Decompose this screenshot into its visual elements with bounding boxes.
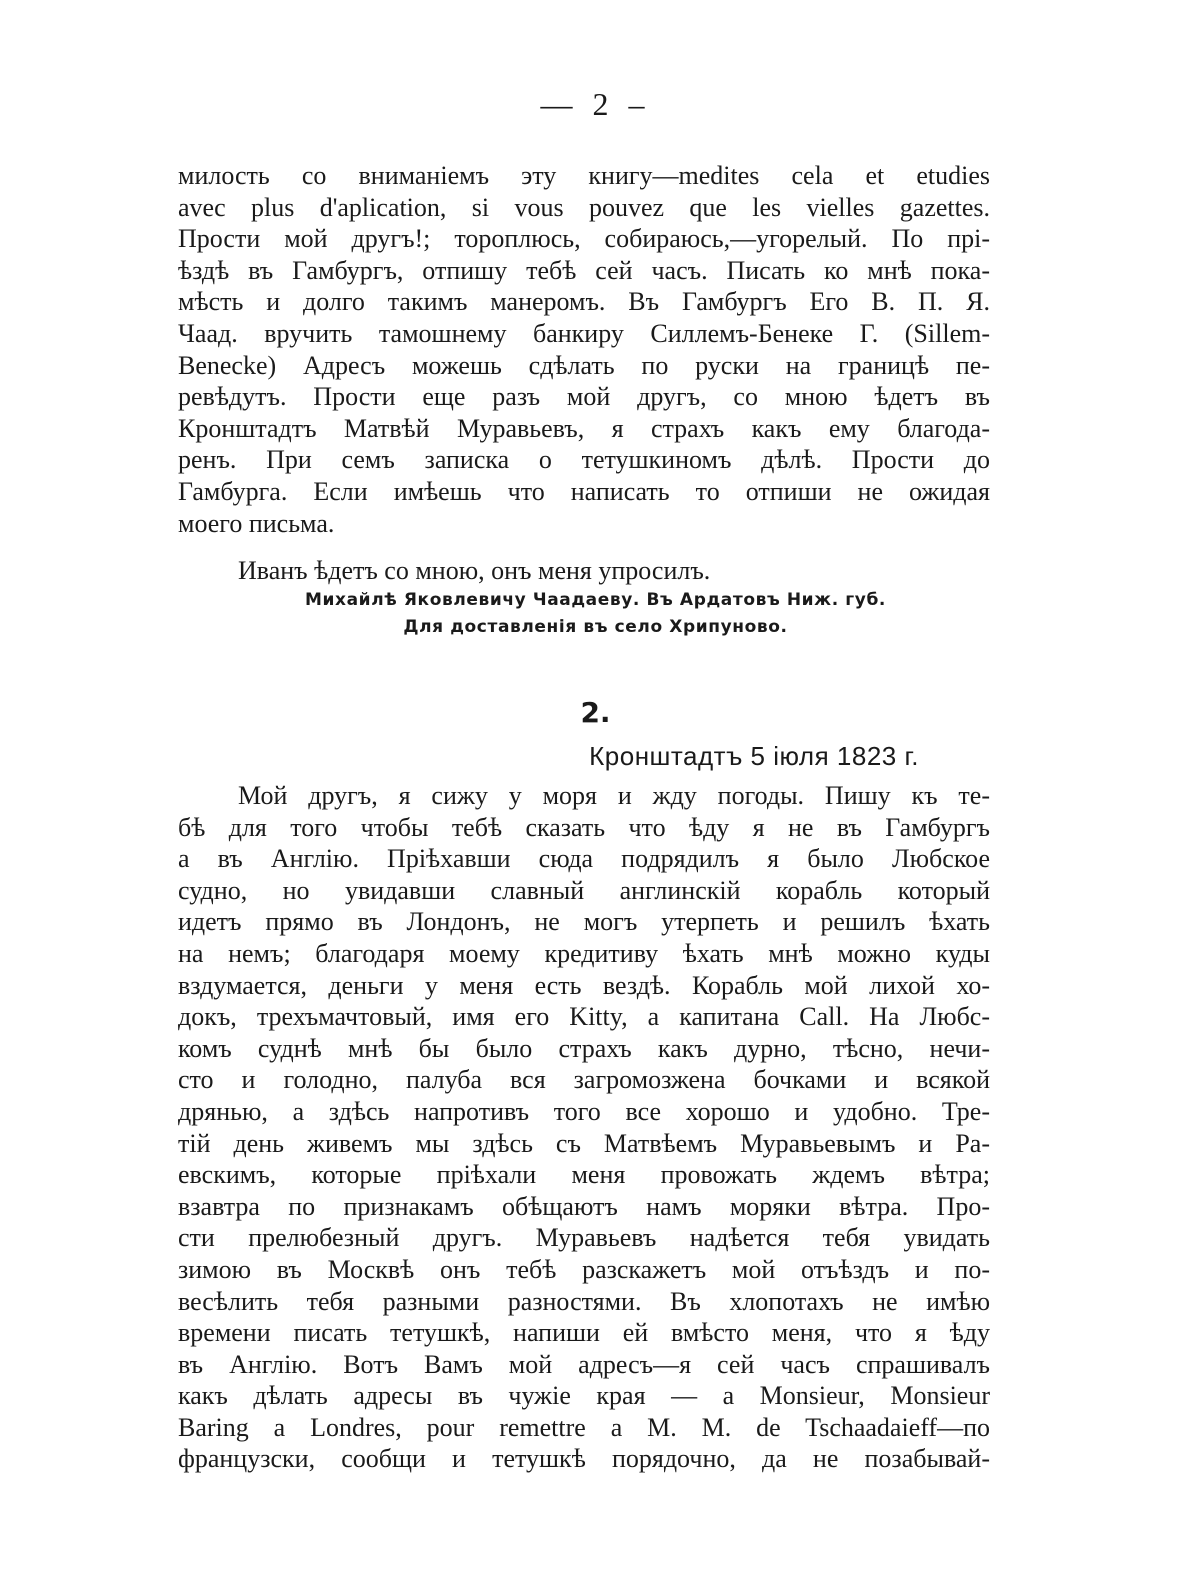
text-line: времени писать тетушкѣ, напиши ей вмѣсто меня, что я ѣду — [178, 1318, 990, 1348]
text-line: Baring a Londres, pour remettre a M. M. de Tschaadaieff—по — [178, 1412, 990, 1442]
text-line: моего письма. — [178, 508, 335, 538]
text-line: комъ суднѣ мнѣ бы было страхъ какъ дурно, тѣсно, нечи- — [178, 1033, 990, 1063]
text-line: ѣздѣ въ Гамбургъ, отпишу тебѣ сей часъ. Писать ко мнѣ пока- — [178, 255, 990, 285]
text-line: дрянью, а здѣсь напротивъ того все хорошо и удобно. Тре- — [178, 1096, 990, 1126]
text-line: ренъ. При семъ записка о тетушкиномъ дѣлѣ. Прости до — [178, 445, 990, 475]
text-line: докъ, трехъмачтовый, имя его Kitty, а капитана Call. На Любс- — [178, 1002, 990, 1032]
text-line: судно, но увидавши славный англинскій корабль который — [178, 875, 990, 905]
text-line: мѣсть и долго такимъ манеромъ. Въ Гамбургъ Его В. П. Я. — [178, 287, 990, 317]
text-line: весѣлить тебя разными разностями. Въ хлопотахъ не имѣю — [178, 1286, 990, 1316]
text-line: бѣ для того чтобы тебѣ сказать что ѣду я не въ Гамбургъ — [178, 812, 990, 842]
text-line: Гамбурга. Если имѣешь что написать то отпиши не ожидая — [178, 476, 990, 506]
text-line: евскимъ, которые пріѣхали меня провожать ждемъ вѣтра; — [178, 1160, 990, 1190]
text-line: французски, сообщи и тетушкѣ порядочно, да не позабывай- — [178, 1444, 990, 1474]
text-line: вздумается, деньги у меня есть вездѣ. Корабль мой лихой хо- — [178, 970, 990, 1000]
text-line: avec plus d'aplication, si vous pouvez que les vielles gazettes. — [178, 192, 990, 222]
text-line: Benecke) Адресъ можешь сдѣлать по руски на границѣ пе- — [178, 350, 990, 380]
text-line: сто и голодно, палуба вся загромозжена бочками и всякой — [178, 1065, 990, 1095]
page-number: — 2 – — [540, 86, 651, 122]
text-line: ревѣдутъ. Прости еще разъ мой другъ, со мною ѣдетъ въ — [178, 382, 990, 412]
text-line: на немъ; благодаря моему кредитиву ѣхать мнѣ можно куды — [178, 938, 990, 968]
text-line: Чаад. вручить тамошнему банкиру Силлемъ-Бенеке Г. (Sillem- — [178, 318, 990, 348]
text-line: а въ Англію. Пріѣхавши сюда подрядилъ я было Любское — [178, 844, 990, 874]
text-line: зимою въ Москвѣ онъ тебѣ разскажетъ мой отъѣздъ и по- — [178, 1254, 990, 1284]
text-line: милость со вниманіемъ эту книгу—medites cela et etudies — [178, 161, 990, 190]
letter-number-heading: 2. — [580, 696, 611, 729]
postscript: Иванъ ѣдетъ со мною, онъ меня упросилъ. — [238, 556, 711, 585]
text-line: въ Англію. Вотъ Вамъ мой адресъ—я сей часъ спрашивалъ — [178, 1349, 990, 1379]
letter-2-text — [178, 780, 990, 1475]
text-line: тій день живемъ мы здѣсь съ Матвѣемъ Муравьевымъ и Ра- — [178, 1128, 990, 1158]
text-line: идетъ прямо въ Лондонъ, не могъ утерпеть и решилъ ѣхать — [178, 907, 990, 937]
letter-continuation-text — [178, 160, 990, 539]
text-line: сти прелюбезный другъ. Муравьевъ надѣется тебя увидать — [178, 1223, 990, 1253]
text-line: какъ дѣлать адресы въ чужіе края — a Monsieur, Monsieur — [178, 1381, 990, 1411]
text-line: Мой другъ, я сижу у моря и жду погоды. Пишу къ те- — [238, 781, 990, 810]
address-line-2: Для доставленія въ село Хрипуново. — [403, 617, 788, 637]
address-line-1: Михайлѣ Яковлевичу Чаадаеву. Въ Ардатовъ Ниж. губ. — [305, 590, 886, 610]
text-line: Кронштадтъ Матвѣй Муравьевъ, я страхъ какъ ему благода- — [178, 413, 990, 443]
text-line: взавтра по признакамъ обѣщаютъ намъ моряки вѣтра. Про- — [178, 1191, 990, 1221]
letter-dateline: Кронштадтъ 5 іюля 1823 г. — [589, 741, 919, 771]
text-line: Прости мой другъ!; тороплюсь, собираюсь,—угорелый. По прі- — [178, 224, 990, 254]
